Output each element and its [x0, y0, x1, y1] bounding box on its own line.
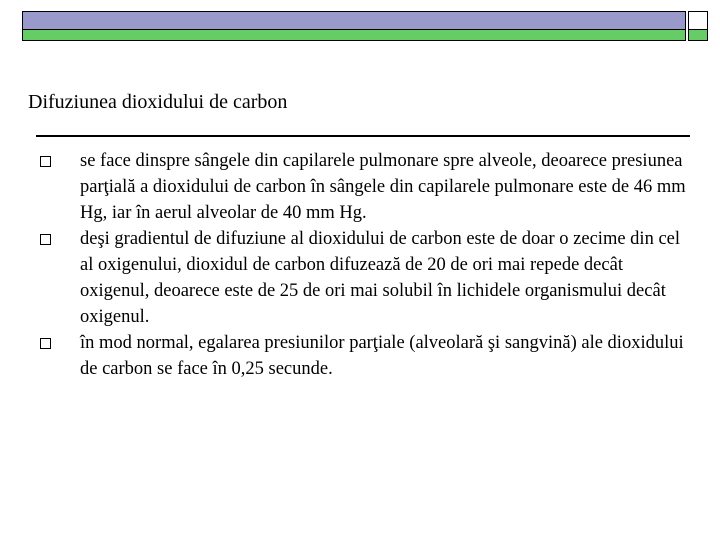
hollow-square-bullet-icon — [40, 234, 51, 245]
header-bar-bottom-stripe — [22, 30, 686, 41]
bullet-item — [40, 226, 690, 330]
decorative-header-bar — [22, 11, 708, 41]
header-bar-top-stripe — [22, 11, 686, 30]
bullet-list — [40, 148, 690, 382]
hollow-square-bullet-icon — [40, 156, 51, 167]
bullet-text: se face dinspre sângele din capilarele pulmonare spre alveole, deoarece presiunea parţială a dioxidului de carbon în sângele din capilarele pulmonare este de 46 mm Hg, iar în aerul alveolar de 40 mm Hg. — [80, 151, 686, 223]
header-bar-corner-square-bottom — [688, 30, 708, 41]
hollow-square-bullet-icon — [40, 338, 51, 349]
bullet-text: în mod normal, egalarea presiunilor parţiale (alveolară şi sangvină) ale dioxidului de carbon se face în 0,25 secunde. — [80, 333, 684, 379]
title-divider — [36, 135, 690, 137]
bullet-item — [40, 330, 690, 382]
bullet-item — [40, 148, 690, 226]
header-bar-corner-square-top — [688, 11, 708, 30]
bullet-text: deşi gradientul de difuziune al dioxidului de carbon este de doar o zecime din cel al oxigenului, dioxidul de carbon difuzează de 20 de ori mai repede decât oxigenul, deoarece este de 25 de ori mai solubil în lichidele organismului decât oxigenul. — [80, 229, 681, 327]
slide-title: Difuziunea dioxidului de carbon — [28, 91, 288, 113]
